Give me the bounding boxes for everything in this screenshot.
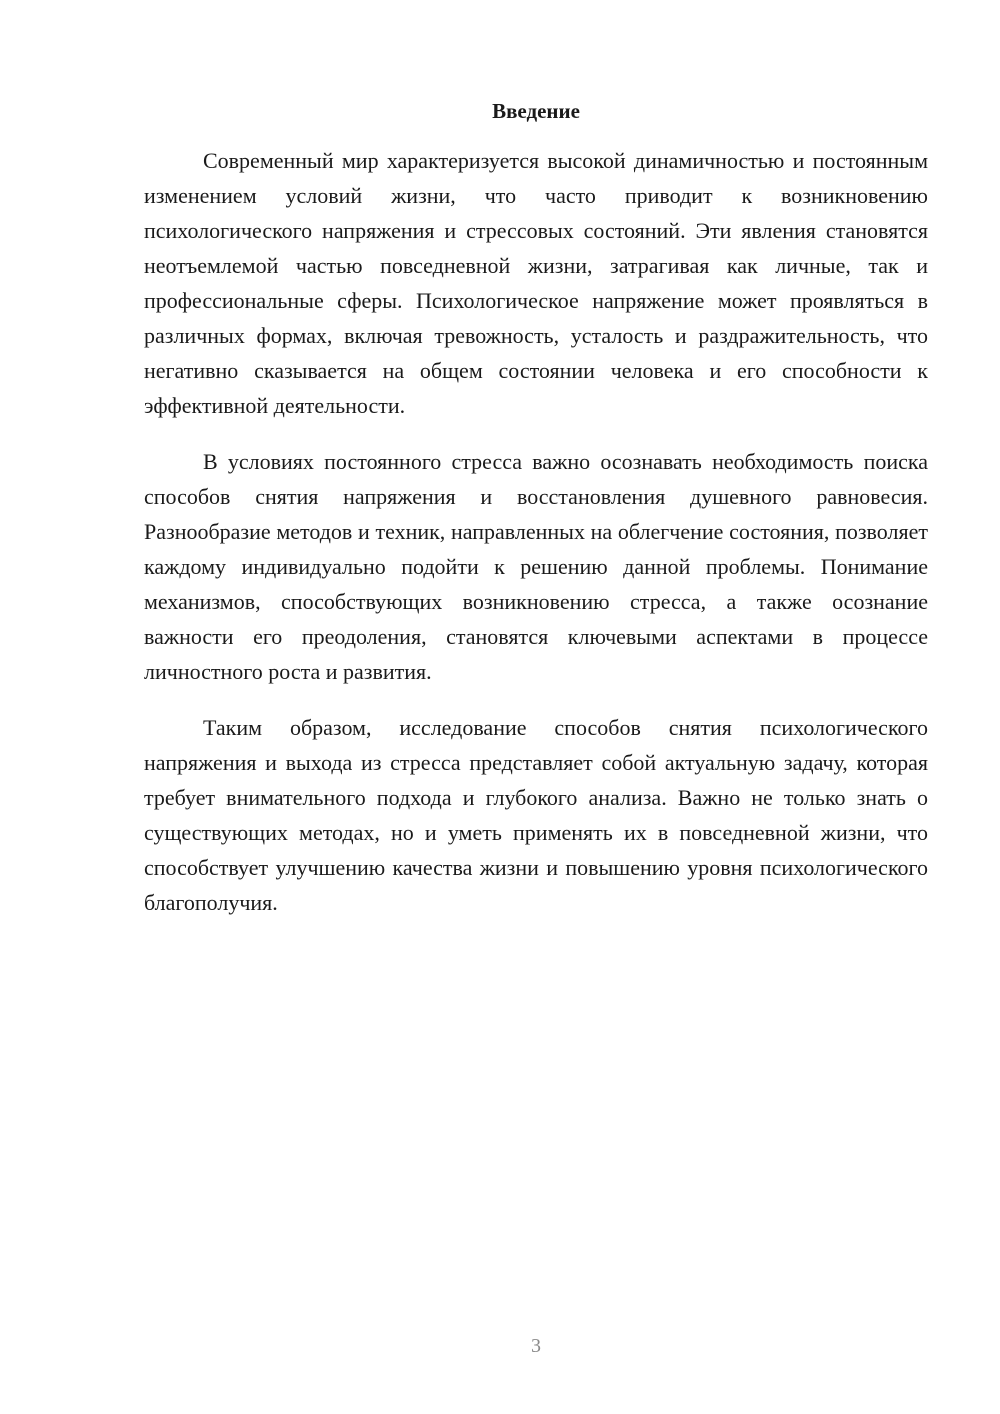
paragraph-1: Современный мир характеризуется высокой динамичностью и постоянным изменением условий жизни, что часто приводит к возникновению психологического напряжения и стрессовых состояний. Эти явления становятся неотъемлемой частью повседневной жизни, затрагивая как личные, так и профессиональные сферы. Психологическое напряжение может проявляться в различных формах, включая тревожность, усталость и раздражительность, что негативно сказывается на общем состоянии человека и его способности к эффективной деятельности. bbox=[144, 148, 928, 418]
page-number: 3 bbox=[531, 1335, 541, 1357]
paragraph-3: Таким образом, исследование способов снятия психологического напряжения и выхода из стресса представляет собой актуальную задачу, которая требует внимательного подхода и глубокого анализа. Важно не только знать о существующих методах, но и уметь применять их в повседневной жизни, что способствует улучшению качества жизни и повышению уровня психологического благополучия. bbox=[144, 715, 928, 915]
page-title: Введение bbox=[492, 99, 580, 123]
document-body bbox=[144, 143, 928, 941]
paragraph-2: В условиях постоянного стресса важно осознавать необходимость поиска способов снятия напряжения и восстановления душевного равновесия. Разнообразие методов и техник, направленных на облегчение состояния, позволяет каждому индивидуально подойти к решению данной проблемы. Понимание механизмов, способствующих возникновению стресса, а также осознание важности его преодоления, становятся ключевыми аспектами в процессе личностного роста и развития. bbox=[144, 449, 928, 684]
